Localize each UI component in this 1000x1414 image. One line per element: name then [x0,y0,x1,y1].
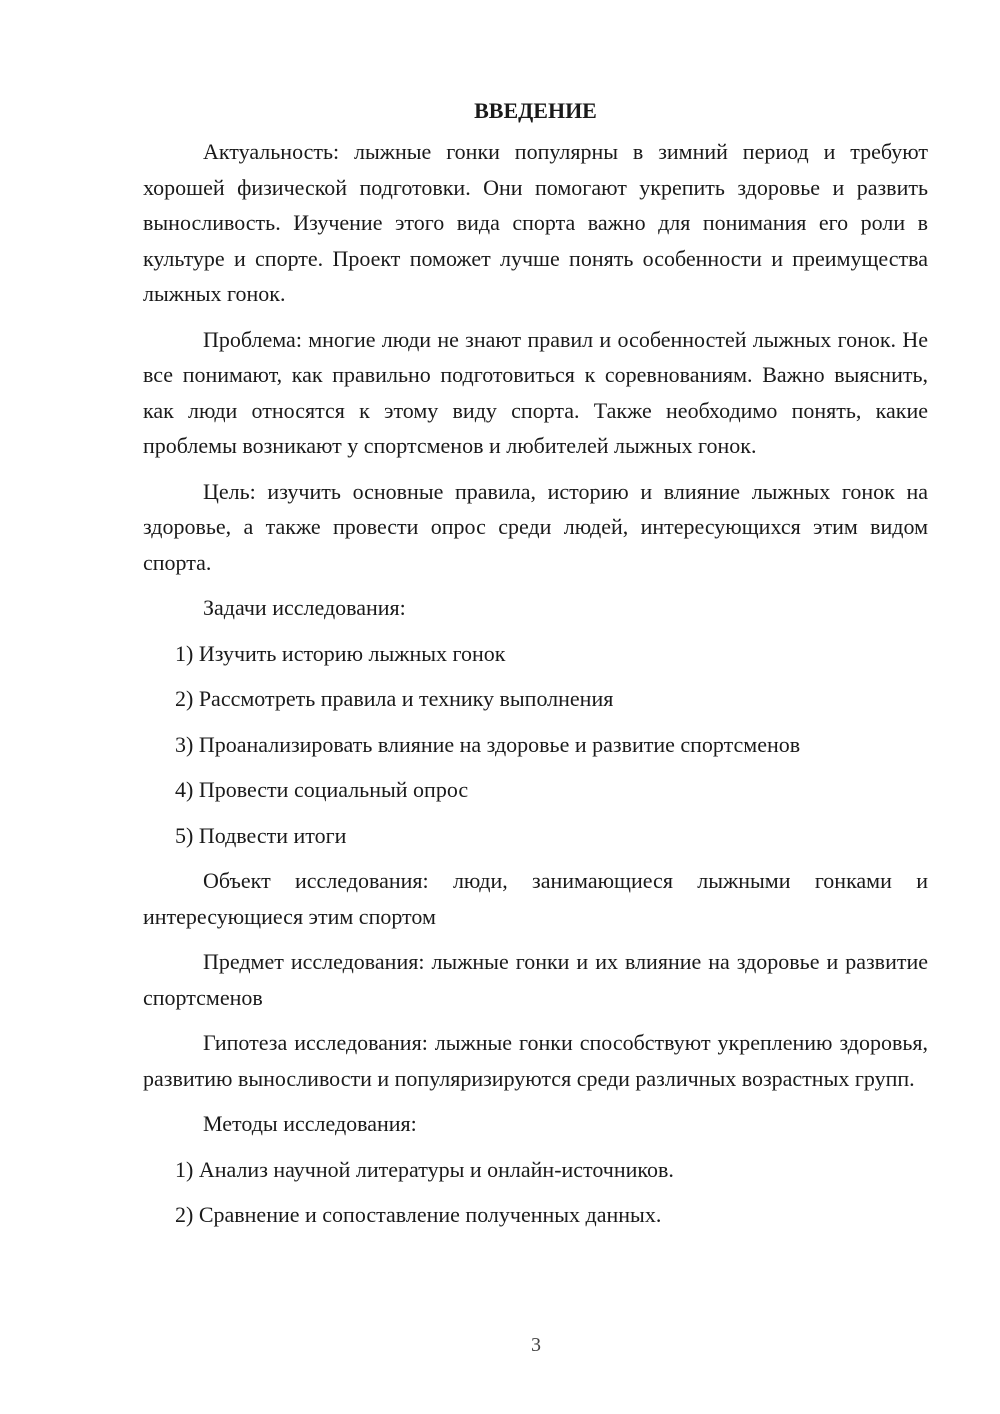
section-title: ВВЕДЕНИЕ [474,98,597,123]
goal-paragraph: Цель: изучить основные правила, историю и влияние лыжных гонок на здоровье, а также провести опрос среди людей, интересующихся этим видом спорта. [143,478,928,575]
task-item: 3) Проанализировать влияние на здоровье и развитие спортсменов [175,731,801,757]
methods-label: Методы исследования: [203,1111,417,1136]
problem-paragraph: Проблема: многие люди не знают правил и особенностей лыжных гонок. Не все понимают, как правильно подготовиться к соревнованиям. Важно выяснить, как люди относятся к этому виду спорта. Также необходимо понять, какие проблемы возникают у спортсменов и любителей лыжных гонок. [143,326,928,458]
task-item: 2) Рассмотреть правила и технику выполнения [175,686,614,711]
document-page [143,96,928,1243]
methods-list [143,1152,928,1233]
tasks-list [143,636,928,854]
object-paragraph: Объект исследования: люди, занимающиеся лыжными гонками и интересующиеся этим спортом [143,868,928,929]
method-item: 1) Анализ научной литературы и онлайн-источников. [175,1156,674,1182]
task-item: 4) Провести социальный опрос [175,777,469,802]
hypothesis-paragraph: Гипотеза исследования: лыжные гонки способствуют укреплению здоровья, развитию выносливости и популяризируются среди различных возрастных групп. [143,1030,928,1091]
method-item: 2) Сравнение и сопоставление полученных данных. [175,1202,662,1227]
task-item: 5) Подвести итоги [175,822,347,848]
tasks-label: Задачи исследования: [203,595,406,620]
subject-paragraph: Предмет исследования: лыжные гонки и их влияние на здоровье и развитие спортсменов [143,949,928,1010]
relevance-paragraph: Актуальность: лыжные гонки популярны в зимний период и требуют хорошей физической подготовки. Они помогают укрепить здоровье и развить выносливость. Изучение этого вида спорта важно для понимания его роли в культуре и спорте. Проект поможет лучше понять особенности и преимущества лыжных гонок. [143,139,928,306]
task-item: 1) Изучить историю лыжных гонок [175,640,506,666]
page-number: 3 [531,1334,541,1356]
